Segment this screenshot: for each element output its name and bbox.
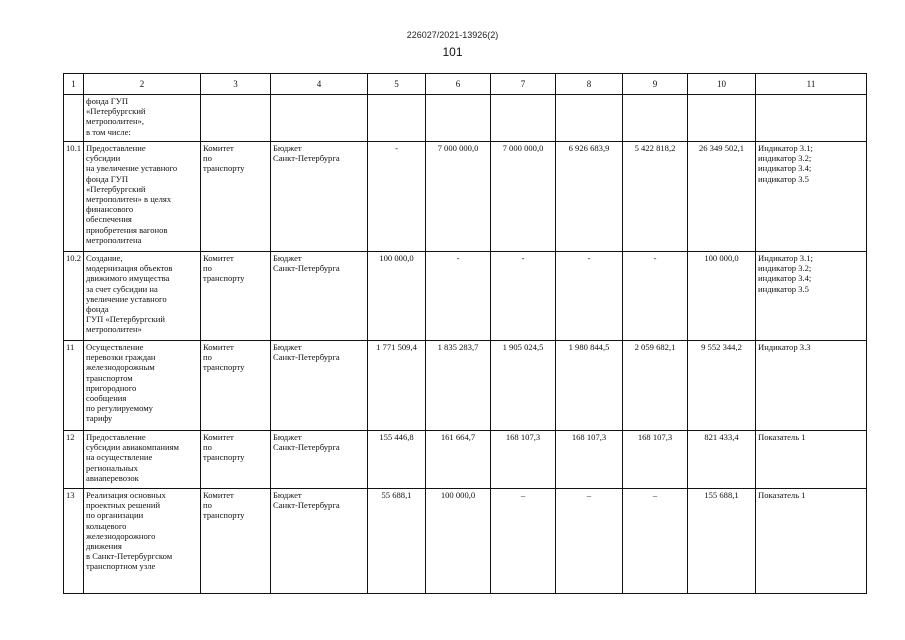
measure-name: Создание, модернизация объектов движимого имущества за счет субсидии на увеличение уставного фонда ГУП «Петербургский метрополитен» xyxy=(84,252,201,341)
value-col6: 1 835 283,7 xyxy=(426,341,491,431)
value-col6: 161 664,7 xyxy=(426,431,491,489)
value-col7: – xyxy=(491,489,556,594)
row-number: 10.1 xyxy=(64,142,84,252)
value-col8: 6 926 683,9 xyxy=(556,142,623,252)
value-col10: 155 688,1 xyxy=(688,489,756,594)
measure-name: Предоставление субсидии на увеличение уставного фонда ГУП «Петербургский метрополитен» в целях финансового обеспечения приобретения вагонов метрополитена xyxy=(84,142,201,252)
value-col6: 100 000,0 xyxy=(426,489,491,594)
value-col7: 7 000 000,0 xyxy=(491,142,556,252)
table-row xyxy=(64,431,867,489)
table-header-row xyxy=(64,74,867,95)
indicator: Индикатор 3.1; индикатор 3.2; индикатор 3.4; индикатор 3.5 xyxy=(756,142,867,252)
funding-source: Бюджет Санкт-Петербурга xyxy=(271,252,368,341)
indicator: Индикатор 3.3 xyxy=(756,341,867,431)
funding-source: Бюджет Санкт-Петербурга xyxy=(271,142,368,252)
measure-name: Предоставление субсидии авиакомпаниям на осуществление региональных авиаперевозок xyxy=(84,431,201,489)
column-header: 10 xyxy=(688,74,756,95)
value-col8 xyxy=(556,95,623,142)
value-col6: - xyxy=(426,252,491,341)
value-col6: 7 000 000,0 xyxy=(426,142,491,252)
executor: Комитет по транспорту xyxy=(201,142,271,252)
value-col9: – xyxy=(623,489,688,594)
value-col8: 168 107,3 xyxy=(556,431,623,489)
measure-name: Реализация основных проектных решений по организации кольцевого железнодорожного движения в Санкт-Петербургском транспортном узле xyxy=(84,489,201,594)
funding-source: Бюджет Санкт-Петербурга xyxy=(271,341,368,431)
value-col8: – xyxy=(556,489,623,594)
executor: Комитет по транспорту xyxy=(201,431,271,489)
funding-source: Бюджет Санкт-Петербурга xyxy=(271,431,368,489)
document-id: 226027/2021-13926(2) xyxy=(406,30,499,40)
column-header: 4 xyxy=(271,74,368,95)
table-row xyxy=(64,95,867,142)
value-col9: 2 059 682,1 xyxy=(623,341,688,431)
indicator: Индикатор 3.1; индикатор 3.2; индикатор 3.4; индикатор 3.5 xyxy=(756,252,867,341)
table-row xyxy=(64,252,867,341)
table-row xyxy=(64,142,867,252)
indicator: Показатель 1 xyxy=(756,489,867,594)
column-header: 9 xyxy=(623,74,688,95)
column-header: 2 xyxy=(84,74,201,95)
value-col10: 821 433,4 xyxy=(688,431,756,489)
measure-name: Осуществление перевозки граждан железнодорожным транспортом пригородного сообщения по регулируемому тарифу xyxy=(84,341,201,431)
value-col9 xyxy=(623,95,688,142)
value-col6 xyxy=(426,95,491,142)
column-header: 1 xyxy=(64,74,84,95)
value-col10 xyxy=(688,95,756,142)
indicator xyxy=(756,95,867,142)
value-col7 xyxy=(491,95,556,142)
value-col8: - xyxy=(556,252,623,341)
executor: Комитет по транспорту xyxy=(201,252,271,341)
value-col5 xyxy=(368,95,426,142)
value-col7: 1 905 024,5 xyxy=(491,341,556,431)
column-header: 5 xyxy=(368,74,426,95)
funding-source xyxy=(271,95,368,142)
row-number: 12 xyxy=(64,431,84,489)
column-header: 11 xyxy=(756,74,867,95)
value-col9: - xyxy=(623,252,688,341)
column-header: 6 xyxy=(426,74,491,95)
table-row xyxy=(64,489,867,594)
row-number: 11 xyxy=(64,341,84,431)
value-col10: 9 552 344,2 xyxy=(688,341,756,431)
value-col5: 55 688,1 xyxy=(368,489,426,594)
indicator: Показатель 1 xyxy=(756,431,867,489)
value-col9: 168 107,3 xyxy=(623,431,688,489)
row-number xyxy=(64,95,84,142)
value-col5: 155 446,8 xyxy=(368,431,426,489)
row-number: 10.2 xyxy=(64,252,84,341)
value-col10: 100 000,0 xyxy=(688,252,756,341)
row-number: 13 xyxy=(64,489,84,594)
executor: Комитет по транспорту xyxy=(201,489,271,594)
value-col5: - xyxy=(368,142,426,252)
column-header: 8 xyxy=(556,74,623,95)
executor: Комитет по транспорту xyxy=(201,341,271,431)
column-header: 3 xyxy=(201,74,271,95)
page-number: 101 xyxy=(442,45,463,59)
table-row xyxy=(64,341,867,431)
value-col7: 168 107,3 xyxy=(491,431,556,489)
value-col10: 26 349 502,1 xyxy=(688,142,756,252)
value-col5: 100 000,0 xyxy=(368,252,426,341)
value-col8: 1 980 844,5 xyxy=(556,341,623,431)
funding-source: Бюджет Санкт-Петербурга xyxy=(271,489,368,594)
value-col5: 1 771 509,4 xyxy=(368,341,426,431)
column-header: 7 xyxy=(491,74,556,95)
executor xyxy=(201,95,271,142)
program-table xyxy=(63,73,867,594)
value-col9: 5 422 818,2 xyxy=(623,142,688,252)
value-col7: - xyxy=(491,252,556,341)
measure-name: фонда ГУП «Петербургский метрополитен», в том числе: xyxy=(84,95,201,142)
